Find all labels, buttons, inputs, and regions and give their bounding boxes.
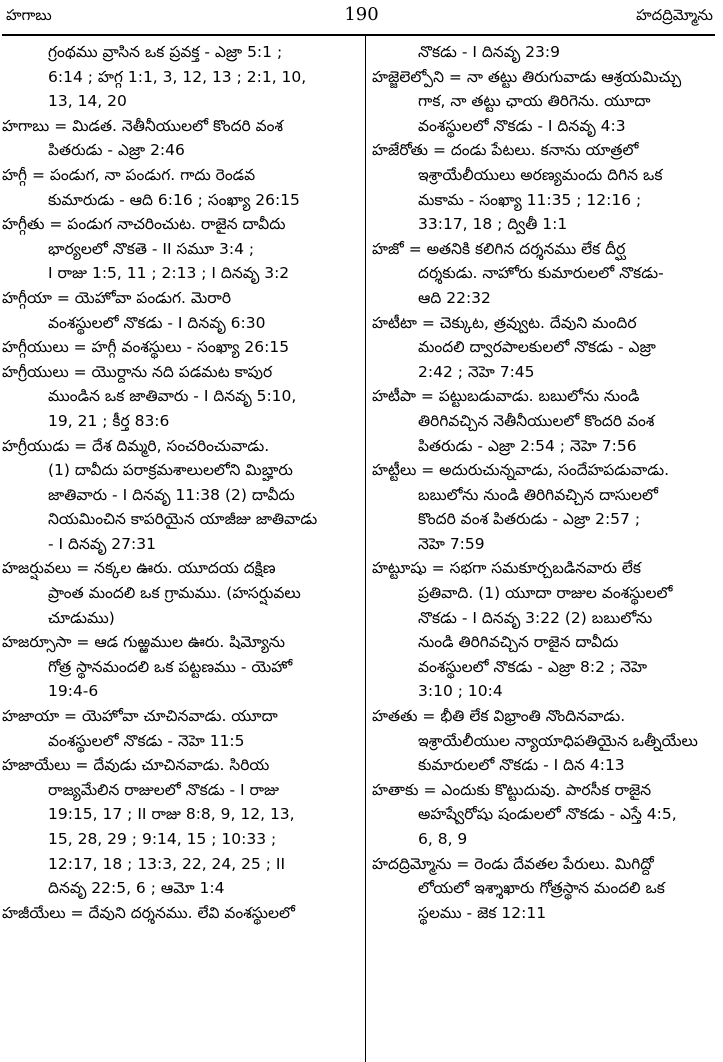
entry-line: హతాకు = ఎందుకు కొట్టుదువు. పారసీక రాజైన [372,780,652,799]
entry-line: 15, 28, 29 ; 9:14, 15 ; 10:33 ; [48,830,277,848]
entry-line: దర్శకుడు. నాహోరు కుమారులలో నొకడు- [418,264,664,283]
entry-line: నొకడు - I దినవృ 23:9 [418,43,560,61]
dictionary-entry [372,704,716,778]
entry-line: గాక, నా తట్టు ఛాయ తిరిగెను. యూదా [418,92,651,111]
entry-line: కుమారులలో నొకడు - I దిన 4:13 [418,756,625,775]
dictionary-entry [2,114,357,163]
entry-line: ప్రాంత మందలి ఒక గ్రామము. (హసర్షువలు [48,584,301,603]
entry-line: గ్రంథము వ్రాసిన ఒక ప్రవక్త - ఎజ్రా 5:1 ; [48,43,283,61]
dictionary-entry [2,360,357,434]
entry-line: హగ్గీయులు = హగ్గీ వంశస్థులు - సంఖ్యా 26:15 [2,338,290,357]
header-last-word: హదద్రిమ్మోను [636,6,713,24]
entry-line: చూడుము) [48,608,115,627]
entry-line: హజీయేలు = దేవుని దర్శనము. లేవి వంశస్థులలో [2,903,295,922]
entry-line: హట్టీలు = అదురుచున్నవాడు, సందేహపడువాడు. [372,461,670,480]
dictionary-entry [372,778,716,852]
entry-line: వంశస్థులలో నొకడు - I దినవృ 6:30 [48,313,266,332]
dictionary-entry [2,286,357,335]
entry-line: మందలి ద్వారపాలకులలో నొకడు - ఎజ్రా [418,338,656,357]
entry-line: వంశస్థులలో నొకడు - ఎజ్రా 8:2 ; నెహె [418,657,647,676]
entry-line: దినవృ 22:5, 6 ; ఆమో 1:4 [48,879,225,898]
entry-line: కొందరి వంశ పితరుడు - ఎజ్రా 2:57 ; [418,510,641,529]
dictionary-entry [2,335,357,360]
entry-line: I రాజు 1:5, 11 ; 2:13 ; I దినవృ 3:2 [48,264,290,283]
entry-line: హజర్సూసా = ఆడ గుఱ్ఱముల ఊరు. షిమ్యోను [2,633,286,652]
entry-line: 19:15, 17 ; II రాజు 8:8, 9, 12, 13, [48,805,295,824]
entry-line: హజాయా = యెహోవా చూచినవాడు. యూదా [2,707,278,726]
dictionary-entry [2,630,357,704]
entry-line: 3:10 ; 10:4 [418,682,503,701]
entry-line: హగ్గీ = పండుగ, నా పండుగ. గాదు రెండవ [2,165,256,184]
dictionary-entry [2,163,357,212]
header-first-word: హగాబు [6,6,52,24]
entry-line: వంశస్థులలో నొకడు - I దినవృ 4:3 [418,116,626,135]
entry-line: హగ్గీయా = యెహోవా పండుగ. మెరారి [2,288,232,307]
entry-line: వంశస్థులలో నొకడు - నెహె 11:5 [48,731,245,750]
entry-line: ఇశ్రాయేలీయులు అరణ్యమందు దిగిన ఒక [418,165,663,184]
dictionary-entry [2,212,357,286]
entry-line: హటీపా = పట్టుబడువాడు. బబులోను నుండి [372,387,640,406]
entry-line: నెహె 7:59 [418,534,485,553]
entry-line: హటీటా = చెక్కుట, త్రవ్వుట. దేవుని మందిర [372,313,637,332]
page-number: 190 [344,4,379,25]
entry-line: నియమించిన కాపరియైన యాజీజు జాతివాడు [48,510,318,529]
entry-line: హగాబు = మిడత. నెతీనీయులలో కొందరి వంశ [2,116,284,135]
entry-line: 2:42 ; నెహె 7:45 [418,362,535,381]
entry-line: నుండి తిరిగివచ్చిన రాజైన దావీదు [418,633,619,652]
header-rule [2,34,715,36]
entry-line: హజో = అతనికి కలిగిన దర్శనము లేక దీర్ఘ [372,239,626,258]
dictionary-entry [372,65,716,139]
entry-line: పితరుడు - ఎజ్రా 2:46 [48,141,185,160]
entry-line: అహష్వేరోషు షండులలో నొకడు - ఎస్తే 4:5, [418,805,677,824]
entry-line: 19:4-6 [48,682,99,701]
entry-line: 12:17, 18 ; 13:3, 22, 24, 25 ; II [48,854,286,873]
dictionary-entry [372,852,716,926]
entry-line: ఆది 22:32 [418,288,491,307]
entry-line: మకామ - సంఖ్యా 11:35 ; 12:16 ; [418,190,642,209]
entry-line: స్థలము - జెక 12:11 [418,903,547,922]
dictionary-entry [372,556,716,704]
entry-line: హగ్గీతు = పండుగ నాచరించుట. రాజైన దావీదు [2,215,286,234]
entry-line: పితరుడు - ఎజ్రా 2:54 ; నెహె 7:56 [418,436,637,455]
dictionary-entry [2,753,357,901]
page-header [0,0,723,36]
dictionary-entry [372,311,716,385]
entry-line: ముండిన ఒక జాతివారు - I దినవృ 5:10, [48,387,297,406]
dictionary-entry [372,138,716,236]
dictionary-entry [2,704,357,753]
entry-line: రాజ్యమేలిన రాజులలో నొకడు - I రాజు [48,780,280,799]
entry-line: భార్యలలో నొకతె - II సమూ 3:4 ; [48,239,255,258]
entry-line: గోత్ర స్థానమందలి ఒక పట్టణము - యెహో [48,657,293,676]
entry-line: హజ్జెలెల్పోని = నా తట్టు తిరుగువాడు ఆశ్రయమిచ్చు [372,67,682,86]
dictionary-entry [372,384,716,458]
column-divider [365,36,366,1062]
dictionary-entry [2,434,357,557]
dictionary-entry [372,458,716,556]
entry-line: హగ్రీయుడు = దేశ దిమ్మరి, సంచరించువాడు. [2,436,270,455]
entry-line: 19, 21 ; కీర్త 83:6 [48,411,170,430]
entry-line: 6:14 ; హగ్గ 1:1, 3, 12, 13 ; 2:1, 10, [48,67,307,86]
entry-line: హజర్షువలు = నక్కల ఊరు. యూదయ దక్షిణ [2,559,276,578]
entry-line: ప్రతివాది. (1) యూదా రాజుల వంశస్థులలో [418,584,673,603]
entry-line: 13, 14, 20 [48,92,127,111]
entry-line: ఇశ్రాయేలీయుల న్యాయాధిపతియైన ఒత్నీయేలు [418,731,698,750]
dictionary-entry [372,40,716,65]
entry-line: - I దినవృ 27:31 [48,534,156,553]
dictionary-entry [2,901,357,926]
entry-line: హజేరోతు = దండు పేటలు. కనాను యాత్రలో [372,141,639,160]
dictionary-entry [2,556,357,630]
entry-line: బబులోను నుండి తిరిగివచ్చిన దాసులలో [418,485,658,504]
left-column [2,40,357,925]
entry-line: నొకడు - I దినవృ 3:22 (2) బబులోను [418,608,653,627]
entry-line: లోయలో ఇశ్శాఖారు గోత్రస్థాన మందలి ఒక [418,879,665,898]
dictionary-entry [2,40,357,114]
entry-line: హతతు = భీతి లేక విభ్రాంతి నొందినవాడు. [372,707,626,726]
entry-line: కుమారుడు - ఆది 6:16 ; సంఖ్యా 26:15 [48,190,300,209]
entry-line: 6, 8, 9 [418,830,468,848]
entry-line: జాతివారు - I దినవృ 11:38 (2) దావీదు [48,485,295,504]
entry-line: హజాయేలు = దేవుడు చూచినవాడు. సిరియ [2,756,270,775]
right-column [372,40,716,925]
entry-line: హదద్రిమ్మోను = రెండు దేవతల పేరులు. మిగిద్దో [372,854,654,873]
entry-line: తిరిగివచ్చిన నెతీనీయులలో కొందరి వంశ [418,411,655,430]
entry-line: (1) దావీదు పరాక్రమశాలులలోని మిబ్హారు [48,461,293,480]
dictionary-entry [372,237,716,311]
entry-line: హగ్రీయులు = యొర్దాను నది పడమట కాపుర [2,362,273,381]
entry-line: హట్టూషు = సభగా సమకూర్చబడినవారు లేక [372,559,641,578]
entry-line: 33:17, 18 ; ద్వితీ 1:1 [418,215,568,234]
